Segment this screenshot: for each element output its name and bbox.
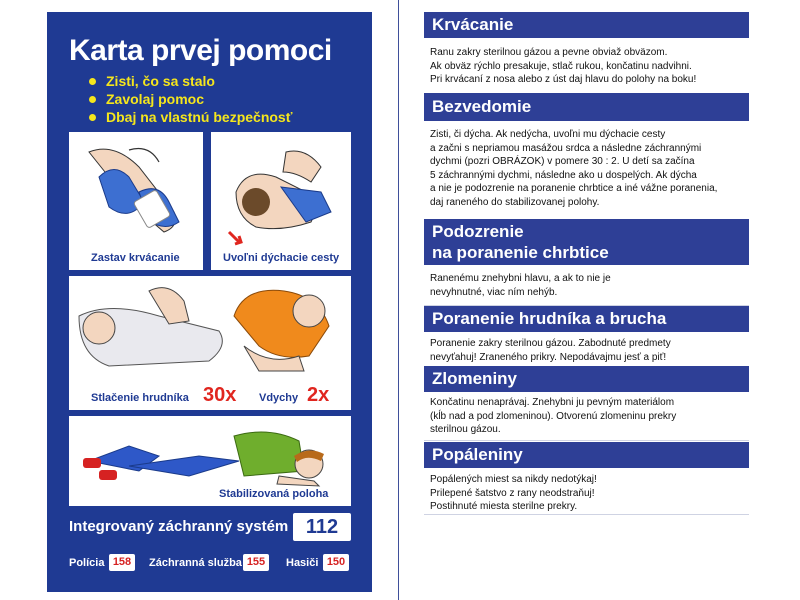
cpr-caption: Stlačenie hrudníka [91,392,189,404]
section-header-spine: Podozrenie na poranenie chrbtice [424,219,749,265]
bleeding-caption: Zastav krvácanie [91,252,180,264]
section-header-chest: Poranenie hrudníka a brucha [424,306,749,332]
firefighters-number: 150 [323,554,349,571]
cpr-count: 30x [203,384,237,406]
bullet-item: Zisti, čo sa stalo [89,72,292,90]
recovery-panel [69,416,351,506]
bullet-item: Dbaj na vlastnú bezpečnosť [89,108,292,126]
section-body-bleeding: Ranu zakry sterilnou gázou a pevne obviaž obväzom. Ak obväz rýchlo presakuje, stlač rukou, končatinu nadvihni. Pri krvácaní z nosa alebo z úst daj hlavu do polohy na boku! [430,47,697,85]
head-tilt-illustration [211,132,351,270]
cpr-panel [69,276,351,410]
ambulance-number: 155 [243,554,269,571]
section-body-spine: Ranenému znehybni hlavu, a ak to nie je nevyhnutné, viac ním nehýb. [430,273,611,298]
section-header-fractures: Zlomeniny [424,366,749,392]
card-title: Karta prvej pomoci [69,34,332,67]
breaths-caption: Vdychy [259,392,299,404]
section-header-unconscious: Bezvedomie [424,93,749,121]
ems-label: Integrovaný záchranný systém [69,518,289,535]
divider [424,440,749,441]
firefighters-label: Hasiči [286,557,319,569]
ems-number: 112 [293,513,351,541]
police-label: Polícia [69,557,105,569]
bleeding-panel [69,132,203,270]
bullet-item: Zavolaj pomoc [89,90,292,108]
bullet-dot-icon [89,78,96,85]
section-body-unconscious: Zisti, či dýcha. Ak nedýcha, uvoľni mu dýchacie cesty a začni s nepriamou masážou srdca a následne záchrannými dychmi (pozri OBRÁZOK) v pomere 30 : 2. U detí sa začína 5 záchrannými dychmi, následne ako u dospelých. Ak dýcha a nie je podozrenie na poranenie chrbtice a iné vážne poranenia, daj raneného do stabilizovanej polohy. [430,129,718,208]
bullet-dot-icon [89,114,96,121]
section-body-chest: Poranenie zakry sterilnou gázou. Zabodnuté predmety nevyťahuj! Zraneného prikry. Nepodávajmu jesť a piť! [430,338,671,363]
bullet-dot-icon [89,96,96,103]
section-header-burns: Popáleniny [424,442,749,468]
breaths-count: 2x [307,384,330,406]
police-number: 158 [109,554,135,571]
first-aid-card [47,12,372,592]
card-bullets [89,72,292,126]
divider [424,514,749,515]
bandaging-hands-illustration [69,132,203,270]
recovery-caption: Stabilizovaná poloha [219,488,329,500]
section-body-fractures: Končatinu nenaprávaj. Znehybni ju pevným materiálom (kĺb nad a pod zlomeninou). Otvorenú zlomeninu prekry sterilnou gázou. [430,397,677,435]
airway-panel [211,132,351,270]
section-body-burns: Popálených miest sa nikdy nedotýkaj! Prilepené šatstvo z rany neodstraňuj! Postihnuté miesta sterilne prekry. [430,474,597,512]
ambulance-label: Záchranná služba [149,557,242,569]
section-header-bleeding: Krvácanie [424,12,749,38]
airway-caption: Uvoľni dýchacie cesty [223,252,340,264]
